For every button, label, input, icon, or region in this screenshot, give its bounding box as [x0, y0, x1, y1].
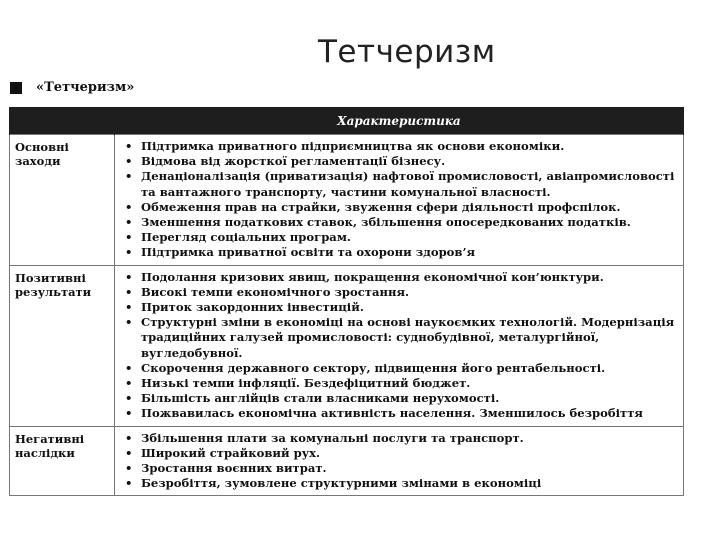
list-item: • Обмеження прав на страйки, звуження сфери діяльності профспілок.: [123, 200, 679, 215]
bullet-list: [115, 427, 683, 496]
square-bullet-icon: [10, 82, 22, 94]
list-item: • Безробіття, зумовлене структурними змінами в економіці: [123, 476, 679, 491]
list-item: • Пожвавилась економічна активність населення. Зменшилось безробіття: [123, 406, 679, 421]
category-cell: Негативні наслідки: [10, 426, 115, 496]
list-item: • Подолання кризових явищ, покращення економічної кон’юнктури.: [123, 270, 679, 285]
list-item: • Приток закордонних інвестицій.: [123, 300, 679, 315]
list-item: • Збільшення плати за комунальні послуги та транспорт.: [123, 431, 679, 446]
list-item: • Підтримка приватної освіти та охорони здоров’я: [123, 245, 679, 260]
header-spacer: [10, 107, 115, 135]
items-cell: [115, 426, 684, 496]
list-item: • Перегляд соціальних програм.: [123, 230, 679, 245]
list-item: • Підтримка приватного підприємництва як основи економіки.: [123, 139, 679, 154]
table-row: [10, 426, 684, 496]
list-item: • Зростання воєнних витрат.: [123, 461, 679, 476]
bullet-list: [115, 266, 683, 426]
list-item: • Високі темпи економічного зростання.: [123, 285, 679, 300]
items-cell: [115, 265, 684, 426]
table-header: Характеристика: [115, 107, 684, 135]
table-header-row: [10, 107, 684, 135]
list-item: • Низькі темпи інфляції. Бездефіцитний бюджет.: [123, 376, 679, 391]
slide-title: Тетчеризм: [318, 34, 496, 70]
list-item: • Структурні зміни в економіці на основі наукоємких технологій. Модернізація традиційних галузей промисловості: суднобудівної, металургійної, вугледобувної.: [123, 315, 679, 361]
table-row: [10, 135, 684, 266]
list-item: • Зменшення податкових ставок, збільшення опосередкованих податків.: [123, 215, 679, 230]
category-cell: Позитивні результати: [10, 265, 115, 426]
list-item: • Скорочення державного сектору, підвищення його рентабельності.: [123, 361, 679, 376]
characteristics-table: [9, 107, 684, 496]
items-cell: [115, 135, 684, 266]
category-cell: Основні заходи: [10, 135, 115, 266]
list-item: • Широкий страйковий рух.: [123, 446, 679, 461]
list-item: • Денаціоналізація (приватизація) нафтової промисловості, авіапромисловості та вантажного транспорту, частини комунальної власності.: [123, 169, 679, 199]
list-item: • Більшість англійців стали власниками нерухомості.: [123, 391, 679, 406]
table-row: [10, 265, 684, 426]
bullet-list: [115, 135, 683, 265]
subtitle-row: [10, 80, 134, 95]
list-item: • Відмова від жорсткої регламентації бізнесу.: [123, 154, 679, 169]
table-caption: «Тетчеризм»: [36, 80, 135, 95]
